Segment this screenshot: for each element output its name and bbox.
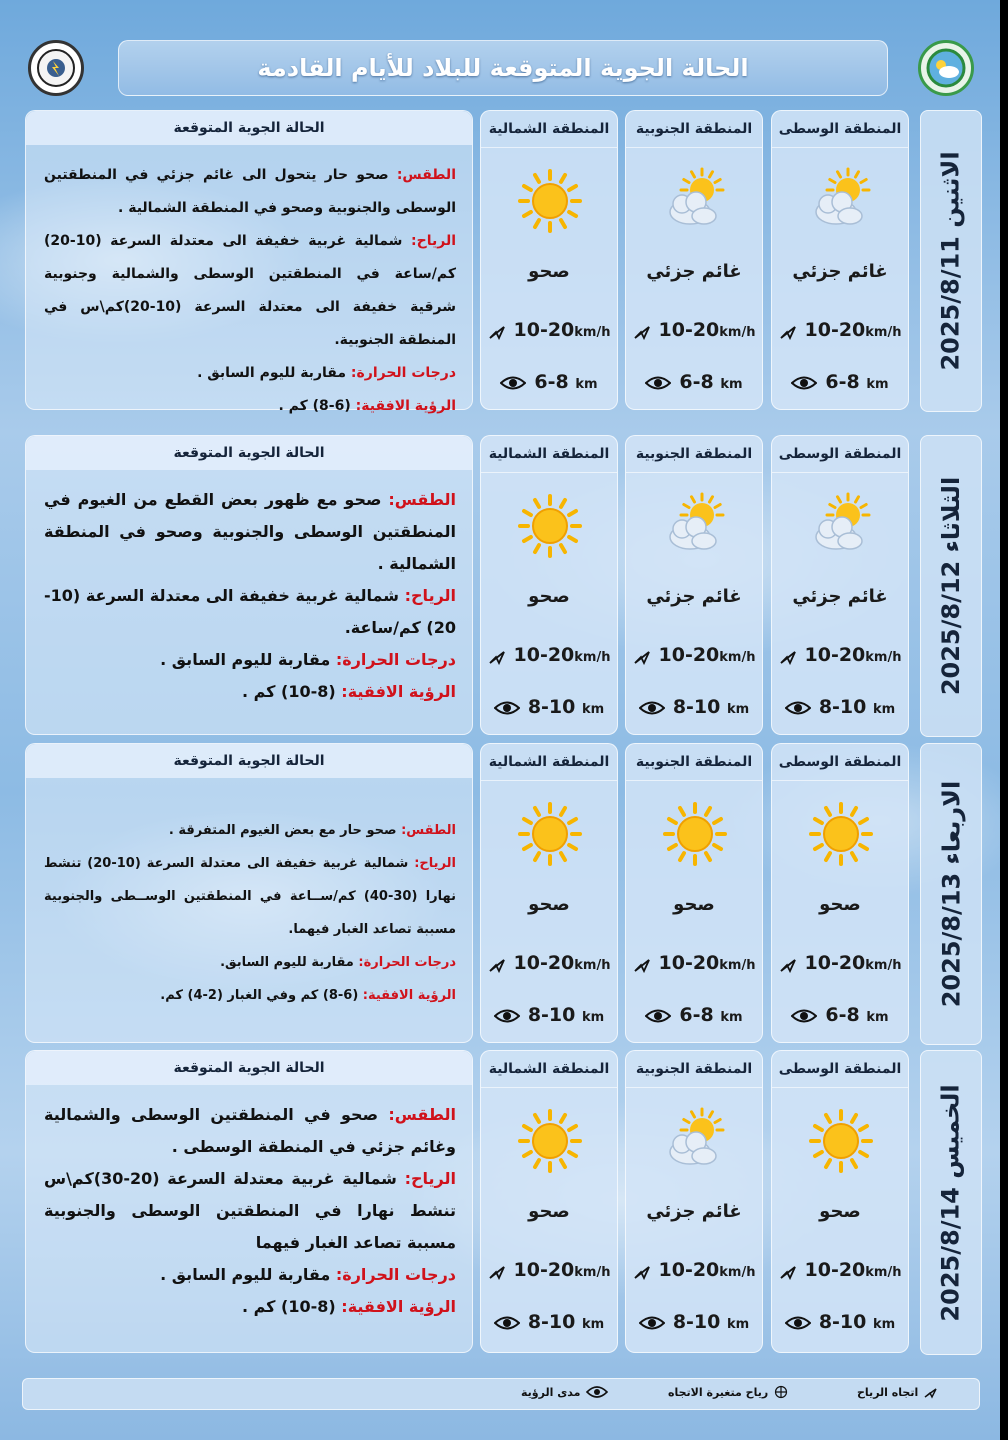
wind-arrow-icon <box>488 644 514 666</box>
wind-line <box>44 580 456 644</box>
visibility-value: 8-10 <box>672 696 721 718</box>
wind-speed <box>481 1259 617 1281</box>
condition-label: غائم جزئي <box>646 261 742 282</box>
forecast-text <box>44 814 456 1012</box>
wind-text: شمالية غربية خفيفة الى معتدلة السرعة (10-20) كم/ساعة في المنطقتين الوسطى والشمالية وجنوبية شرقية خفيفة الى معتدلة السرعة (10-20)كم\س في المنطقة الجنوبية. <box>44 233 457 348</box>
partly-cloudy-icon <box>806 166 876 236</box>
wind-value: 10-20 <box>513 319 575 341</box>
day-forecast <box>0 110 1000 414</box>
visibility-value: 8-10 <box>527 1004 576 1026</box>
partly-cloudy-icon <box>806 491 876 561</box>
wind-arrow-icon <box>779 644 805 666</box>
wind-arrow-icon <box>488 319 514 341</box>
condition-label: صحو <box>528 894 570 915</box>
wind-unit: km/h <box>865 958 902 973</box>
wind-arrow-icon <box>779 1259 805 1281</box>
date-band <box>920 1050 982 1355</box>
visibility-line <box>44 676 456 708</box>
weather-label: الطقس: <box>388 1105 456 1124</box>
visibility-label: الرؤية الافقية: <box>341 1297 456 1316</box>
wind-label: الرياح: <box>404 586 457 605</box>
visibility-unit: km <box>720 1010 743 1025</box>
condition-label: صحو <box>819 1201 861 1222</box>
weather-line <box>44 814 456 847</box>
temp-line <box>44 357 456 390</box>
visibility <box>626 696 762 718</box>
legend-visibility-label: مدى الرؤية <box>521 1385 581 1399</box>
wind-value: 10-20 <box>658 644 720 666</box>
condition-label: صحو <box>528 586 570 607</box>
region-card <box>480 110 618 410</box>
eye-icon <box>494 1311 528 1333</box>
wind-unit: km/h <box>865 650 902 665</box>
wind-speed <box>626 952 762 974</box>
visibility-value: 8-10 <box>818 696 867 718</box>
region-name: المنطقة الوسطى <box>772 436 908 473</box>
wind-unit: km/h <box>719 958 756 973</box>
sun-icon <box>660 799 730 869</box>
weather-line <box>44 1099 456 1163</box>
visibility <box>626 1311 762 1333</box>
visibility-value: 6-8 <box>679 1004 714 1026</box>
visibility <box>481 696 617 718</box>
visibility-text: (8-10) كم . <box>241 1297 336 1316</box>
visibility-text: (8-10) كم . <box>241 682 336 701</box>
wind-value: 10-20 <box>513 952 575 974</box>
visibility-unit: km <box>866 1010 889 1025</box>
region-name: المنطقة الشمالية <box>481 1051 617 1088</box>
visibility-unit: km <box>720 377 743 392</box>
temp-text: مقاربة لليوم السابق . <box>160 650 331 669</box>
wind-value: 10-20 <box>658 319 720 341</box>
wind-value: 10-20 <box>658 1259 720 1281</box>
region-card <box>625 743 763 1043</box>
wind-speed <box>626 319 762 341</box>
visibility <box>772 696 908 718</box>
weather-text: صحو في المنطقتين الوسطى والشمالية وغائم جزئي في المنطقة الوسطى . <box>44 1105 456 1156</box>
date-band <box>920 743 982 1045</box>
wind-line <box>44 847 456 946</box>
panel-title: الحالة الجوية المتوقعة <box>26 744 472 778</box>
forecast-text-panel <box>25 435 473 735</box>
wind-speed <box>772 319 908 341</box>
visibility-value: 8-10 <box>818 1311 867 1333</box>
wind-unit: km/h <box>865 1265 902 1280</box>
visibility-label: الرؤية الافقية: <box>355 398 456 414</box>
visibility-value: 6-8 <box>825 1004 860 1026</box>
wind-unit: km/h <box>719 1265 756 1280</box>
region-card <box>480 1050 618 1353</box>
visibility-value: 6-8 <box>679 371 714 393</box>
weather-label: الطقس: <box>388 490 456 509</box>
eye-icon <box>645 1004 679 1026</box>
wind-unit: km/h <box>574 1265 611 1280</box>
condition-label: صحو <box>819 894 861 915</box>
wind-text: شمالية غربية خفيفة الى معتدلة السرعة (10-20) كم/ساعة. <box>44 586 456 637</box>
wind-unit: km/h <box>574 325 611 340</box>
legend-variable-wind-label: رياح متغيرة الاتجاه <box>668 1385 769 1399</box>
wind-text: شمالية غربية خفيفة الى معتدلة السرعة (10-20) تنشط نهارا (30-40) كم/ســاعة في المنطقتين الوســطى والجنوبية مسببة تصاعد الغبار فيهما. <box>44 856 456 937</box>
region-name: المنطقة الشمالية <box>481 436 617 473</box>
wind-speed <box>772 952 908 974</box>
condition-label: غائم جزئي <box>646 1201 742 1222</box>
region-card <box>771 743 909 1043</box>
sun-icon <box>515 799 585 869</box>
visibility-line <box>44 390 456 423</box>
temp-text: مقاربة لليوم السابق. <box>220 955 354 970</box>
partly-cloudy-icon <box>660 1106 730 1176</box>
visibility <box>481 1311 617 1333</box>
wind-text: شمالية غربية معتدلة السرعة (20-30)كم\س تنشط نهارا في المنطقتين الوسطى والجنوبية مسببة تصاعد الغبار فيهما <box>44 1169 456 1252</box>
legend-visibility <box>521 1385 608 1399</box>
temp-label: درجات الحرارة: <box>350 365 456 381</box>
wind-unit: km/h <box>574 958 611 973</box>
eye-icon <box>785 1311 819 1333</box>
wind-unit: km/h <box>719 650 756 665</box>
wind-unit: km/h <box>574 650 611 665</box>
legend-variable-wind <box>668 1385 788 1399</box>
wind-arrow-icon <box>779 952 805 974</box>
page-title: الحالة الجوية المتوقعة للبلاد للأيام القادمة <box>118 40 888 96</box>
wind-speed <box>481 952 617 974</box>
condition-label: صحو <box>528 1201 570 1222</box>
wind-value: 10-20 <box>513 1259 575 1281</box>
day-date: الخميس 2025/8/14 <box>937 1083 966 1322</box>
partly-cloudy-icon <box>660 166 730 236</box>
partly-cloudy-icon <box>660 491 730 561</box>
wind-label: الرياح: <box>414 856 456 871</box>
day-date: الاثنين 2025/8/11 <box>937 151 965 371</box>
weather-text: صحو حار يتحول الى غائم جزئي في المنطقتين الوسطى والجنوبية وصحو في المنطقة الشمالية . <box>44 167 456 216</box>
wind-line <box>44 225 456 357</box>
temp-text: مقاربة لليوم السابق . <box>197 365 347 381</box>
visibility-value: 6-8 <box>825 371 860 393</box>
day-forecast <box>0 435 1000 735</box>
condition-label: غائم جزئي <box>792 261 888 282</box>
temp-line <box>44 644 456 676</box>
variable-wind-icon <box>774 1385 788 1399</box>
weather-text: صحو مع ظهور بعض القطع من الغيوم في المنطقتين الوسطى والجنوبية وصحو في المنطقة الشمالية . <box>44 490 456 573</box>
wind-value: 10-20 <box>804 644 866 666</box>
visibility-text: (6-8) كم . <box>278 398 351 414</box>
wind-speed <box>772 1259 908 1281</box>
visibility <box>772 371 908 393</box>
wind-line <box>44 1163 456 1259</box>
eye-icon <box>500 371 534 393</box>
visibility <box>481 371 617 393</box>
forecast-text <box>44 484 456 708</box>
eye-icon <box>639 696 673 718</box>
wind-speed <box>772 644 908 666</box>
region-name: المنطقة الشمالية <box>481 744 617 781</box>
visibility-unit: km <box>726 702 750 717</box>
condition-label: صحو <box>673 894 715 915</box>
region-card <box>771 1050 909 1353</box>
eye-icon <box>639 1311 673 1333</box>
meteorology-logo <box>28 40 84 96</box>
wind-unit: km/h <box>719 325 756 340</box>
region-name: المنطقة الشمالية <box>481 111 617 148</box>
condition-label: غائم جزئي <box>646 586 742 607</box>
weather-label: الطقس: <box>396 167 456 183</box>
visibility-label: الرؤية الافقية: <box>341 682 456 701</box>
day-date: الاربعاء 2025/8/13 <box>937 780 966 1008</box>
region-card <box>480 435 618 735</box>
region-name: المنطقة الوسطى <box>772 1051 908 1088</box>
wind-arrow-icon <box>633 1259 659 1281</box>
weather-label: الطقس: <box>401 823 456 838</box>
wind-arrow-icon <box>924 1385 938 1399</box>
day-forecast <box>0 1050 1000 1353</box>
day-date: الثلاثاء 2025/8/12 <box>937 476 965 696</box>
wind-arrow-icon <box>633 644 659 666</box>
wind-value: 10-20 <box>513 644 575 666</box>
forecast-text <box>44 1099 456 1323</box>
condition-label: صحو <box>528 261 570 282</box>
visibility <box>481 1004 617 1026</box>
visibility <box>772 1004 908 1026</box>
visibility-unit: km <box>872 1317 896 1332</box>
visibility-line <box>44 979 456 1012</box>
panel-title: الحالة الجوية المتوقعة <box>26 111 472 145</box>
wind-speed <box>481 644 617 666</box>
eye-icon <box>791 371 825 393</box>
weather-line <box>44 484 456 580</box>
ministry-logo <box>918 40 974 96</box>
region-card <box>625 110 763 410</box>
region-card <box>771 110 909 410</box>
weather-text: صحو حار مع بعض الغيوم المتفرقة . <box>168 823 397 838</box>
wind-speed <box>481 319 617 341</box>
visibility-value: 8-10 <box>527 696 576 718</box>
wind-value: 10-20 <box>804 952 866 974</box>
wind-label: الرياح: <box>411 233 456 249</box>
eye-icon <box>791 1004 825 1026</box>
wind-speed <box>626 644 762 666</box>
legend-wind-direction-label: اتجاه الرياح <box>857 1385 919 1399</box>
region-name: المنطقة الجنوبية <box>626 111 762 148</box>
region-card <box>771 435 909 735</box>
sun-icon <box>515 1106 585 1176</box>
temp-label: درجات الحرارة: <box>335 650 456 669</box>
panel-title: الحالة الجوية المتوقعة <box>26 1051 472 1085</box>
wind-arrow-icon <box>488 1259 514 1281</box>
region-name: المنطقة الوسطى <box>772 744 908 781</box>
visibility-unit: km <box>726 1317 750 1332</box>
temp-line <box>44 946 456 979</box>
visibility-unit: km <box>581 1010 605 1025</box>
visibility-line <box>44 1291 456 1323</box>
wind-speed <box>626 1259 762 1281</box>
wind-arrow-icon <box>633 952 659 974</box>
eye-icon <box>785 696 819 718</box>
temp-label: درجات الحرارة: <box>358 955 456 970</box>
visibility <box>626 371 762 393</box>
region-name: المنطقة الجنوبية <box>626 1051 762 1088</box>
region-card <box>480 743 618 1043</box>
eye-icon <box>586 1385 608 1399</box>
region-name: المنطقة الوسطى <box>772 111 908 148</box>
wind-arrow-icon <box>779 319 805 341</box>
visibility-value: 8-10 <box>672 1311 721 1333</box>
date-band <box>920 435 982 737</box>
visibility <box>772 1311 908 1333</box>
forecast-text-panel <box>25 110 473 414</box>
region-card <box>625 435 763 735</box>
visibility-unit: km <box>866 377 889 392</box>
forecast-text-panel <box>25 1050 473 1353</box>
condition-label: غائم جزئي <box>792 586 888 607</box>
wind-label: الرياح: <box>404 1169 456 1188</box>
visibility-unit: km <box>575 377 598 392</box>
temp-line <box>44 1259 456 1291</box>
wind-arrow-icon <box>488 952 514 974</box>
visibility-value: 8-10 <box>527 1311 576 1333</box>
visibility-unit: km <box>872 702 896 717</box>
wind-arrow-icon <box>633 319 659 341</box>
wind-unit: km/h <box>865 325 902 340</box>
eye-icon <box>645 371 679 393</box>
visibility-unit: km <box>581 702 605 717</box>
wind-value: 10-20 <box>658 952 720 974</box>
visibility <box>626 1004 762 1026</box>
wind-value: 10-20 <box>804 1259 866 1281</box>
sun-icon <box>515 491 585 561</box>
region-card <box>625 1050 763 1353</box>
day-forecast <box>0 743 1000 1043</box>
eye-icon <box>494 1004 528 1026</box>
region-name: المنطقة الجنوبية <box>626 436 762 473</box>
legend-wind-direction <box>857 1385 938 1399</box>
sun-icon <box>806 1106 876 1176</box>
legend-bar <box>22 1378 980 1410</box>
date-band <box>920 110 982 412</box>
sun-icon <box>515 166 585 236</box>
eye-icon <box>494 696 528 718</box>
panel-title: الحالة الجوية المتوقعة <box>26 436 472 470</box>
weather-line <box>44 159 456 225</box>
visibility-text: (6-8) كم وفي الغبار (2-4) كم. <box>160 988 359 1003</box>
visibility-unit: km <box>581 1317 605 1332</box>
visibility-label: الرؤية الافقية: <box>362 988 456 1003</box>
visibility-value: 6-8 <box>534 371 569 393</box>
forecast-text-panel <box>25 743 473 1043</box>
sun-icon <box>806 799 876 869</box>
wind-value: 10-20 <box>804 319 866 341</box>
forecast-text <box>44 159 456 423</box>
region-name: المنطقة الجنوبية <box>626 744 762 781</box>
temp-label: درجات الحرارة: <box>335 1265 456 1284</box>
temp-text: مقاربة لليوم السابق . <box>160 1265 331 1284</box>
